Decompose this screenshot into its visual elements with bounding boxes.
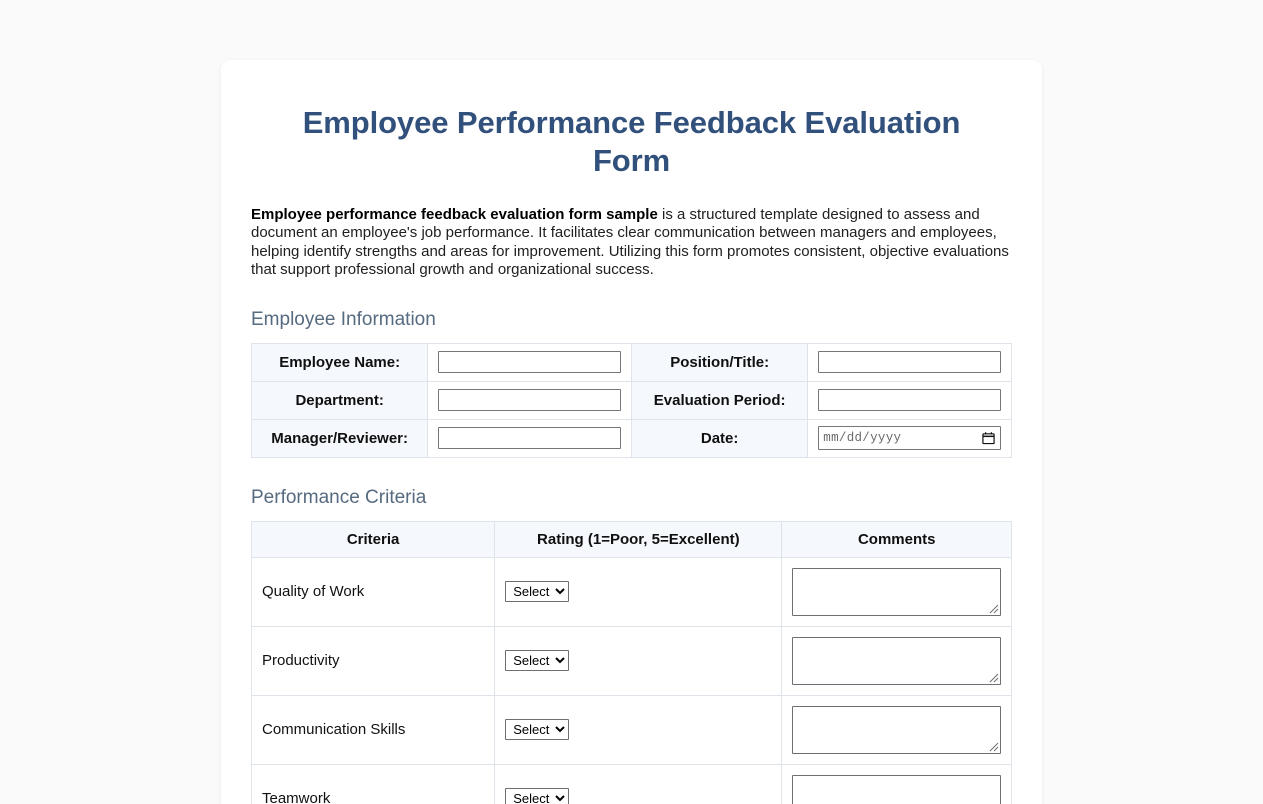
resize-handle-icon[interactable] bbox=[989, 742, 999, 752]
date-label: Date: bbox=[631, 419, 807, 457]
resize-handle-icon[interactable] bbox=[989, 673, 999, 683]
criteria-label-productivity: Productivity bbox=[252, 626, 495, 695]
comments-textarea-quality-of-work[interactable] bbox=[792, 568, 1001, 616]
comments-cell-communication-skills bbox=[782, 695, 1012, 764]
table-row bbox=[252, 381, 1012, 419]
position-title-cell bbox=[808, 343, 1012, 381]
criteria-label-quality-of-work: Quality of Work bbox=[252, 557, 495, 626]
employee-information-table bbox=[251, 343, 1012, 458]
rating-cell-quality-of-work bbox=[495, 557, 782, 626]
criteria-label-communication-skills: Communication Skills bbox=[252, 695, 495, 764]
column-header-comments: Comments bbox=[782, 521, 1012, 557]
date-cell bbox=[808, 419, 1012, 457]
position-title-input[interactable] bbox=[818, 351, 1001, 373]
department-cell bbox=[428, 381, 632, 419]
rating-select-teamwork[interactable] bbox=[505, 788, 569, 804]
intro-paragraph bbox=[251, 206, 1012, 280]
criteria-label-teamwork: Teamwork bbox=[252, 764, 495, 804]
table-row bbox=[252, 419, 1012, 457]
comments-textarea-communication-skills[interactable] bbox=[792, 706, 1001, 754]
form-card bbox=[221, 60, 1042, 804]
table-row bbox=[252, 626, 1012, 695]
comments-cell-quality-of-work bbox=[782, 557, 1012, 626]
page-title: Employee Performance Feedback Evaluation Form bbox=[302, 105, 961, 178]
table-row bbox=[252, 557, 1012, 626]
evaluation-period-cell bbox=[808, 381, 1012, 419]
rating-cell-communication-skills bbox=[495, 695, 782, 764]
rating-select-productivity[interactable] bbox=[505, 650, 569, 671]
comments-textarea-productivity[interactable] bbox=[792, 637, 1001, 685]
calendar-icon[interactable] bbox=[982, 432, 995, 445]
table-row bbox=[252, 764, 1012, 804]
table-header-row bbox=[252, 521, 1012, 557]
evaluation-period-label: Evaluation Period: bbox=[631, 381, 807, 419]
rating-select-quality-of-work[interactable] bbox=[505, 581, 569, 602]
comments-cell-teamwork bbox=[782, 764, 1012, 804]
rating-select-communication-skills[interactable] bbox=[505, 719, 569, 740]
date-input[interactable] bbox=[818, 426, 1001, 450]
intro-lead-text: Employee performance feedback evaluation form sample bbox=[251, 206, 658, 223]
resize-handle-icon[interactable] bbox=[989, 604, 999, 614]
section-heading-performance-criteria: Performance Criteria bbox=[251, 486, 427, 508]
comments-textarea-teamwork[interactable] bbox=[792, 775, 1001, 804]
manager-reviewer-label: Manager/Reviewer: bbox=[252, 419, 428, 457]
rating-cell-productivity bbox=[495, 626, 782, 695]
rating-cell-teamwork bbox=[495, 764, 782, 804]
performance-criteria-table bbox=[251, 521, 1012, 804]
position-title-label: Position/Title: bbox=[631, 343, 807, 381]
table-row bbox=[252, 695, 1012, 764]
employee-name-label: Employee Name: bbox=[252, 343, 428, 381]
employee-name-input[interactable] bbox=[438, 351, 621, 373]
manager-reviewer-cell bbox=[428, 419, 632, 457]
employee-name-cell bbox=[428, 343, 632, 381]
intro-body-text: is a structured template designed to assess and document an employee's job performance. It facilitates clear communication between managers and employees, helping identify strengths and areas for improvement. Utilizing this form promotes consistent, objective evaluations that support professional growth and organizational success. bbox=[251, 206, 1009, 279]
date-placeholder-text: mm/dd/yyyy bbox=[823, 431, 902, 446]
section-heading-employee-information: Employee Information bbox=[251, 308, 436, 330]
manager-reviewer-input[interactable] bbox=[438, 427, 621, 449]
column-header-rating: Rating (1=Poor, 5=Excellent) bbox=[495, 521, 782, 557]
evaluation-period-input[interactable] bbox=[818, 389, 1001, 411]
table-row bbox=[252, 343, 1012, 381]
comments-cell-productivity bbox=[782, 626, 1012, 695]
column-header-criteria: Criteria bbox=[252, 521, 495, 557]
department-label: Department: bbox=[252, 381, 428, 419]
department-input[interactable] bbox=[438, 389, 621, 411]
